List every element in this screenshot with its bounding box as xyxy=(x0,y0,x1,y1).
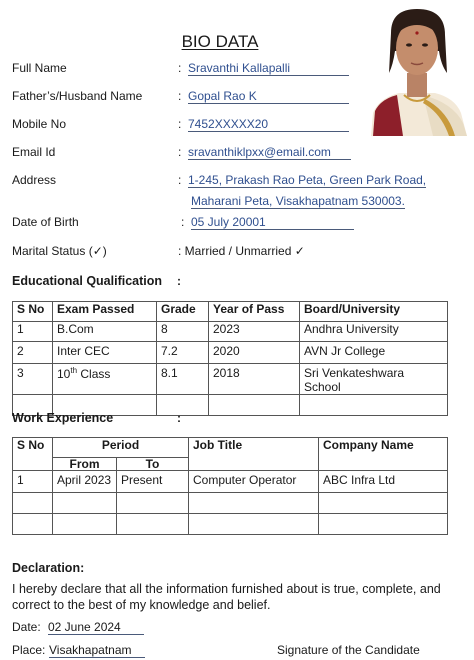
cell: Present xyxy=(117,471,189,493)
cell xyxy=(53,514,117,535)
header-exam: Exam Passed xyxy=(53,302,157,322)
header-sno: S No xyxy=(13,302,53,322)
header-grade: Grade xyxy=(157,302,209,322)
header-year: Year of Pass xyxy=(209,302,300,322)
cell xyxy=(13,493,53,514)
candidate-photo xyxy=(363,3,471,136)
table-row-empty xyxy=(13,514,448,535)
signature-label: Signature of the Candidate xyxy=(277,643,420,657)
cell: 2020 xyxy=(209,342,300,364)
page-title: BIO DATA xyxy=(181,32,259,51)
header-from: From xyxy=(53,458,117,471)
declaration-heading: Declaration: xyxy=(12,561,85,575)
declaration-line-1: I hereby declare that all the information furnished about is true, complete, and xyxy=(12,582,441,596)
cell: 7.2 xyxy=(157,342,209,364)
table-header-row xyxy=(13,438,448,458)
colon: : xyxy=(178,173,182,187)
cell xyxy=(157,395,209,416)
work-heading: Work Experience xyxy=(12,411,114,425)
colon: : xyxy=(178,61,182,75)
cell: 8.1 xyxy=(157,364,209,395)
cell: 3 xyxy=(13,364,53,395)
cell xyxy=(319,493,448,514)
address-line-1: 1-245, Prakash Rao Peta, Green Park Road, xyxy=(188,173,427,187)
place-value: Visakhapatnam xyxy=(49,643,145,658)
colon: : xyxy=(178,89,182,103)
header-period: Period xyxy=(53,438,189,458)
table-row xyxy=(13,471,448,493)
table-row xyxy=(13,364,448,395)
table-row xyxy=(13,342,448,364)
cell xyxy=(319,514,448,535)
work-table xyxy=(12,437,448,535)
full-name-label: Full Name xyxy=(12,61,67,75)
address-line-2: Maharani Peta, Visakhapatnam 530003. xyxy=(191,194,405,208)
marital-label: Marital Status (✓) xyxy=(12,244,107,258)
cell: Sri Venkateshwara School xyxy=(300,364,448,395)
father-name-label: Father’s/Husband Name xyxy=(12,89,143,103)
header-board: Board/University xyxy=(300,302,448,322)
table-row-empty xyxy=(13,493,448,514)
cell: 8 xyxy=(157,322,209,342)
mobile-label: Mobile No xyxy=(12,117,67,131)
cell xyxy=(117,514,189,535)
cell: 1 xyxy=(13,471,53,493)
cell xyxy=(189,493,319,514)
table-row xyxy=(13,322,448,342)
header-company: Company Name xyxy=(319,438,448,471)
cell: April 2023 xyxy=(53,471,117,493)
cell: 2023 xyxy=(209,322,300,342)
cell: 1 xyxy=(13,322,53,342)
cell: 2018 xyxy=(209,364,300,395)
cell: Computer Operator xyxy=(189,471,319,493)
email-value: sravanthiklpxx@email.com xyxy=(188,145,351,160)
dob-label: Date of Birth xyxy=(12,215,79,229)
colon: : xyxy=(178,145,182,159)
email-label: Email Id xyxy=(12,145,56,159)
education-table xyxy=(12,301,448,416)
date-label: Date: xyxy=(12,620,41,634)
cell xyxy=(13,514,53,535)
cell xyxy=(117,493,189,514)
cell xyxy=(53,364,157,395)
father-name-value: Gopal Rao K xyxy=(188,89,349,104)
cell xyxy=(209,395,300,416)
education-heading: Educational Qualification xyxy=(12,274,163,288)
cell xyxy=(300,395,448,416)
cell: 2 xyxy=(13,342,53,364)
cell-text: Class xyxy=(77,367,111,381)
header-job: Job Title xyxy=(189,438,319,471)
colon: : xyxy=(178,117,182,131)
cell xyxy=(189,514,319,535)
date-value: 02 June 2024 xyxy=(48,620,144,635)
cell: Andhra University xyxy=(300,322,448,342)
marital-value: : Married / Unmarried ✓ xyxy=(178,244,305,258)
cell: B.Com xyxy=(53,322,157,342)
address-label: Address xyxy=(12,173,57,187)
cell: Inter CEC xyxy=(53,342,157,364)
declaration-line-2: correct to the best of my knowledge and belief. xyxy=(12,598,271,612)
full-name-value: Sravanthi Kallapalli xyxy=(188,61,349,76)
colon: : xyxy=(177,411,181,425)
place-label: Place: xyxy=(12,643,46,657)
mobile-value: 7452XXXXX20 xyxy=(188,117,349,132)
cell: AVN Jr College xyxy=(300,342,448,364)
header-to: To xyxy=(117,458,189,471)
colon: : xyxy=(177,274,181,288)
table-header-row xyxy=(13,302,448,322)
cell: ABC Infra Ltd xyxy=(319,471,448,493)
header-sno: S No xyxy=(13,438,53,471)
colon: : xyxy=(181,215,185,229)
cell-text: 10 xyxy=(57,367,71,381)
cell xyxy=(53,493,117,514)
superscript: th xyxy=(70,366,78,375)
dob-value: 05 July 20001 xyxy=(191,215,354,230)
